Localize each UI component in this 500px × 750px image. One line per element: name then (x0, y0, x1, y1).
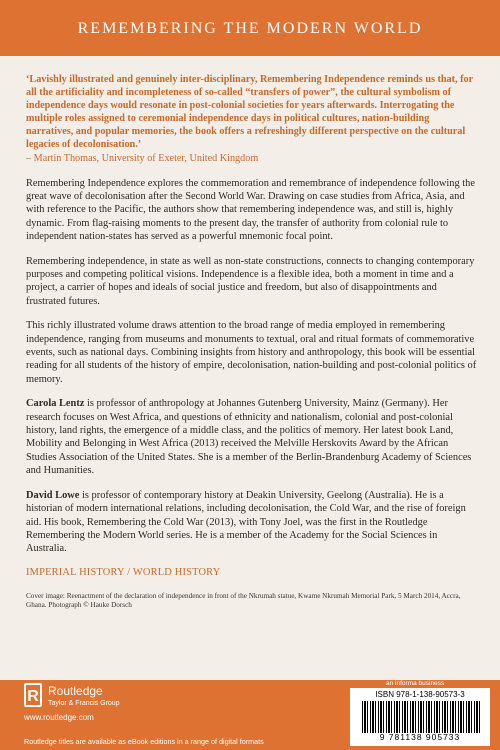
barcode-number: 9 781138 905733 (379, 732, 461, 742)
author-name: Carola Lentz (26, 398, 85, 410)
author-bio (26, 489, 478, 556)
barcode-icon (362, 701, 482, 733)
description-paragraph: Remembering Independence explores the commemoration and remembrance of independence following the great wave of decolonisation after the Second World War. Drawing on case studies from Africa, Asia, and with reference to the Pacific, the authors show that remembering independence was, and still is, highly dynamic. From flag-raising moments to the present day, the transfer of authority from colonial rule to independent nation-states has served as a powerful mnemonic focal point. (26, 177, 475, 243)
description-paragraph: Remembering independence, in state as well as non-state constructions, connects to changing contemporary purposes and competing political visions. Independence is a flexible idea, both a moment in time and a project, a carrier of hopes and ideals of social justice and freedom, but also of disappointments and frustrated futures. (26, 255, 475, 307)
isbn-label: ISBN 978-1-138-90573-3 (375, 690, 465, 699)
ebook-note: Routledge titles are available as eBook editions in a range of digital formats (24, 737, 264, 746)
author-bio-text: is professor of anthropology at Johannes Gutenberg University, Mainz (Germany). Her research focuses on West Africa, and questions of ethnicity and nationalism, colonial and post-colonial history, land rights, the emergence of a middle class, and the politics of memory. Her latest book Land, Mobility and Belonging in West Africa (2013) received the Melville Herskovits Award by the African Studies Association of the United States. She is a member of the Berlin-Brandenburg Academy of Sciences and Humanities. (26, 398, 472, 477)
series-title: REMEMBERING THE MODERN WORLD (77, 20, 423, 37)
description-paragraph: This richly illustrated volume draws attention to the broad range of media employed in remembering independence, ranging from museums and monuments to textual, oral and ritual formats of commemorative events, such as national days. Combining insights from history and anthropology, this book will be essential reading for all students of the history of empire, decolonisation, nation-building and post-colonial politics of memory. (26, 320, 477, 385)
publisher-logo (24, 682, 120, 707)
back-cover-content (26, 73, 478, 611)
endorsement-quote: ‘Lavishly illustrated and genuinely inter-disciplinary, Remembering Independence reminds us that, for all the artificiality and incompleteness of so-called “transfers of power”, the cultural symbolism of independence days would resonate in post-colonial societies for years afterwards. Interrogating the multiple roles assigned to ceremonial independence days in political cultures, nation-building narratives, and popular memories, the book offers a refreshingly different perspective on the cultural legacies of decolonisation.’ (26, 74, 473, 151)
cover-image-credit: Cover image: Reenactment of the declaration of independence in front of the Nkrumah statue, Kwame Nkrumah Memorial Park, 5 March 2014, Accra, Ghana. Photograph © Hauke Dorsch (26, 591, 461, 610)
author-bio-text: is professor of contemporary history at Deakin University, Geelong (Australia). He is a historian of modern international relations, including decolonisation, the Cold War, and the rise of foreign aid. His book, Remembering the Cold War (2013), with Tony Joel, was the first in the Routledge Remembering the Modern World series. He is a member of the Academy for the Social Sciences in Australia. (26, 489, 466, 555)
publisher-group: Taylor & Francis Group (48, 700, 120, 707)
barcode-panel (350, 688, 490, 746)
author-bio (26, 397, 478, 477)
routledge-r-icon: R (24, 683, 42, 707)
subject-category: IMPERIAL HISTORY / WORLD HISTORY (26, 566, 221, 578)
informa-label: an informa business (386, 680, 445, 687)
quote-attribution: – Martin Thomas, University of Exeter, United Kingdom (26, 152, 259, 164)
author-name: David Lowe (26, 489, 80, 501)
publisher-name: Routledge (48, 684, 103, 698)
publisher-website[interactable]: www.routledge.com (24, 713, 94, 722)
